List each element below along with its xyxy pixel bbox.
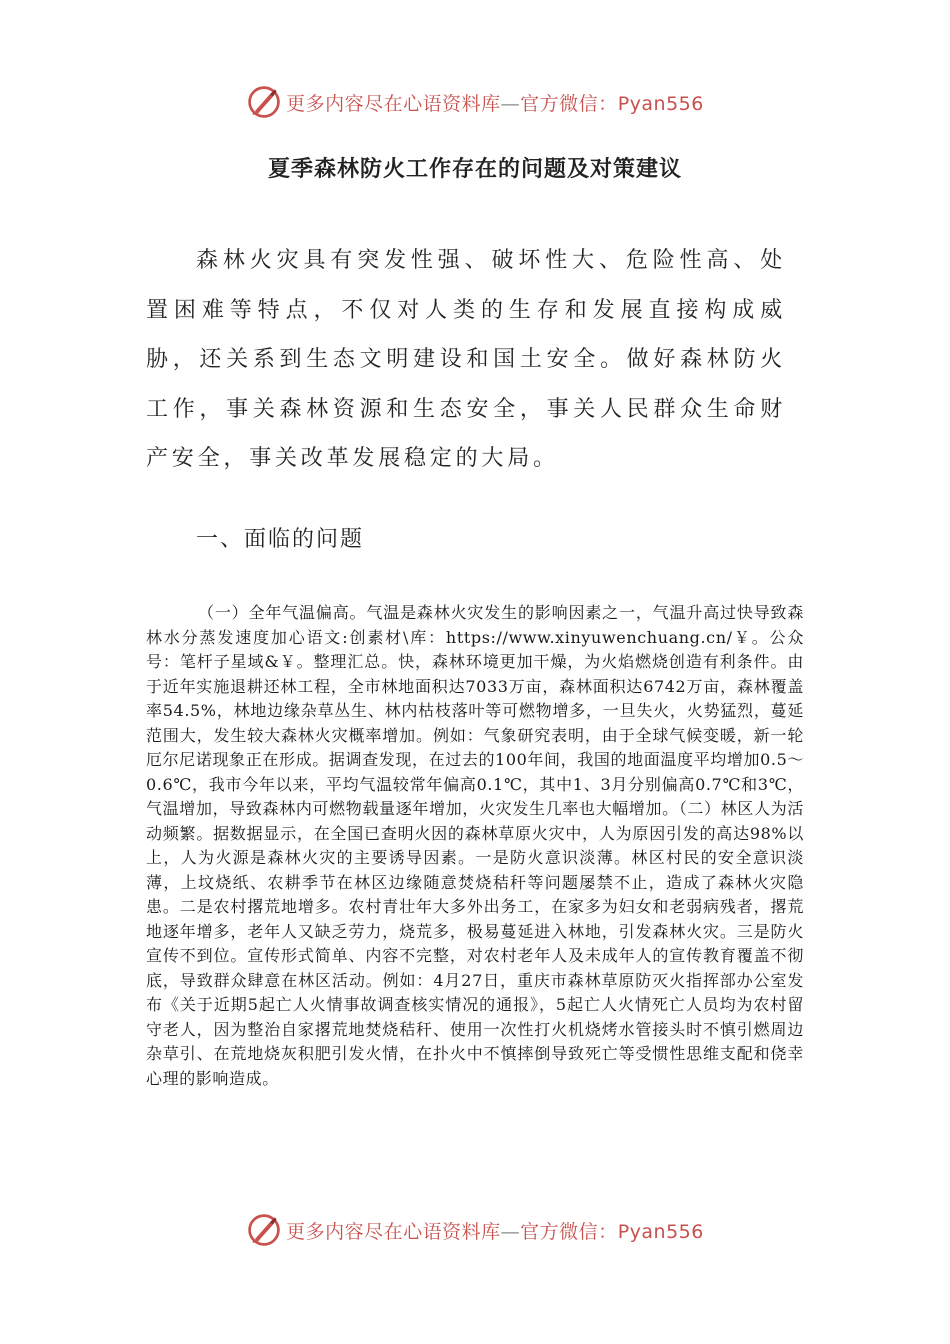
section-heading: 一、面临的问题 — [196, 527, 365, 552]
banner-site-name: 更多内容尽在心语资料库 — [286, 92, 501, 115]
banner-wechat-id: Pyan556 — [617, 1220, 704, 1243]
intro-paragraph: 森林火灾具有突发性强、破坏性大、危险性高、处置困难等特点，不仅对人类的生存和发展直接构成威胁，还关系到生态文明建设和国土安全。做好森林防火工作，事关森林资源和生态安全，事关人民群众生命财产安全，事关改革发展稳定的大局。 — [146, 248, 786, 472]
brush-logo-icon — [246, 1212, 282, 1248]
document-title: 夏季森林防火工作存在的问题及对策建议 — [267, 157, 682, 182]
banner-text — [286, 89, 704, 116]
header-banner — [0, 80, 950, 124]
footer-banner — [0, 1208, 950, 1252]
banner-text — [286, 1217, 704, 1244]
banner-wechat-label: 官方微信： — [520, 92, 618, 115]
banner-wechat-label: 官方微信： — [520, 1220, 618, 1243]
banner-site-name: 更多内容尽在心语资料库 — [286, 1220, 501, 1243]
banner-separator: — — [500, 92, 521, 115]
brush-logo-icon — [246, 84, 282, 120]
banner-wechat-id: Pyan556 — [617, 92, 704, 115]
section-body-paragraph: （一）全年气温偏高。气温是森林火灾发生的影响因素之一，气温升高过快导致森林水分蒸发速度加心语文:创素材\库：https://www.xinyuwenchuang.cn/￥。公众号：笔杆子星域&￥。整理汇总。快，森林环境更加干燥，为火焰燃烧创造有利条件。由于近年实施退耕还林工程，全市林地面积达7033万亩，森林面积达6742万亩，森林覆盖率54.5%，林地边缘杂草丛生、林内枯枝落叶等可燃物增多，一旦失火，火势猛烈，蔓延范围大，发生较大森林火灾概率增加。例如：气象研究表明，由于全球气候变暖，新一轮厄尔尼诺现象正在形成。据调查发现，在过去的100年间，我国的地面温度平均增加0.5～0.6℃，我市今年以来，平均气温较常年偏高0.1℃，其中1、3月分别偏高0.7℃和3℃，气温增加，导致森林内可燃物载量逐年增加，火灾发生几率也大幅增加。（二）林区人为活动频繁。据数据显示，在全国已查明火因的森林草原火灾中，人为原因引发的高达98%以上，人为火源是森林火灾的主要诱导因素。一是防火意识淡薄。林区村民的安全意识淡薄，上坟烧纸、农耕季节在林区边缘随意焚烧秸秆等问题屡禁不止，造成了森林火灾隐患。二是农村撂荒地增多。农村青壮年大多外出务工，在家多为妇女和老弱病残者，撂荒地逐年增多，老年人又缺乏劳力，烧荒多，极易蔓延进入林地，引发森林火灾。三是防火宣传不到位。宣传形式简单、内容不完整，对农村老年人及未成年人的宣传教育覆盖不彻底，导致群众肆意在林区活动。例如：4月27日，重庆市森林草原防灭火指挥部办公室发布《关于近期5起亡人火情事故调查核实情况的通报》，5起亡人火情死亡人员均为农村留守老人，因为整治自家撂荒地焚烧秸秆、使用一次性打火机烧烤水管接头时不慎引燃周边杂草引、在荒地烧灰积肥引发火情，在扑火中不慎摔倒导致死亡等受惯性思维支配和侥幸心理的影响造成。 — [146, 603, 804, 1088]
banner-separator: — — [500, 1220, 521, 1243]
